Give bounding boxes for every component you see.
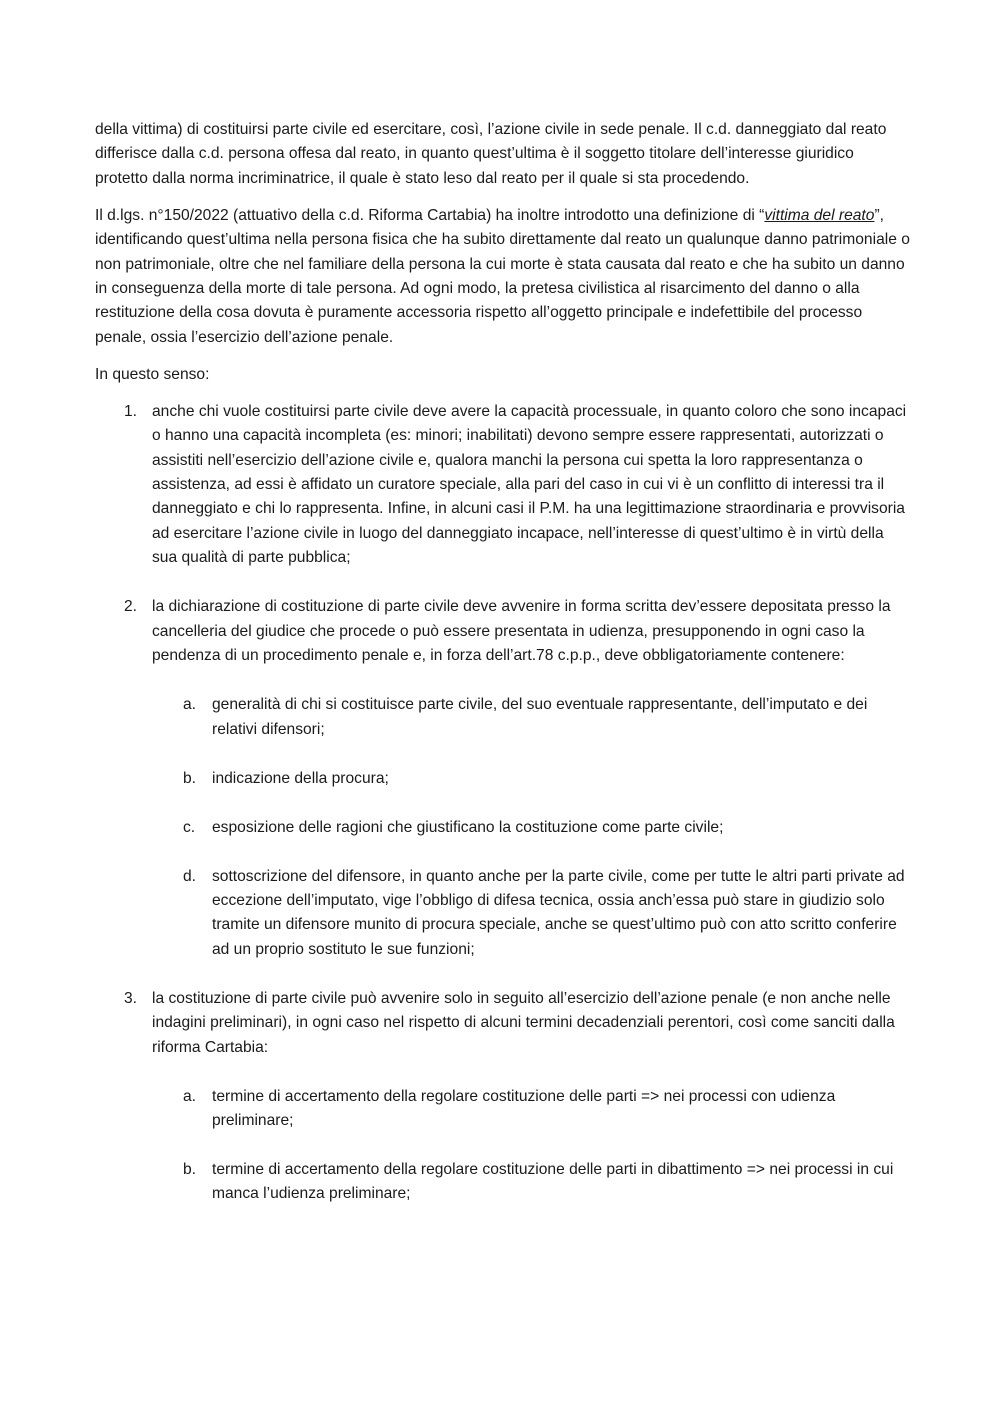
list-item-number: 2. xyxy=(124,598,138,616)
sub-list-item-text: sottoscrizione del difensore, in quanto anche per la parte civile, come per tutte le altri parti private ad eccezione dell’imputato, vige l’obbligo di difesa tecnica, ossia anch’essa può stare in giudizio solo tramite un difensore munito di procura speciale, anche se quest’ultimo può con atto scritto conferire ad un proprio sostituto le sue funzioni; xyxy=(212,867,905,958)
list-item-3 xyxy=(95,987,910,1207)
sub-list-item-letter: b. xyxy=(183,1160,197,1178)
list-item-text: la costituzione di parte civile può avvenire solo in seguito all’esercizio dell’azione penale (e non anche nelle indagini preliminari), in ogni caso nel rispetto di alcuni termini decadenziali perentori, così come sanciti dalla riforma Cartabia: xyxy=(152,989,895,1056)
sub-list xyxy=(152,693,910,962)
sub-list-item-b xyxy=(152,767,910,791)
list-item-number: 1. xyxy=(124,402,138,420)
sub-list-item-text: termine di accertamento della regolare costituzione delle parti => nei processi con udienza preliminare; xyxy=(212,1087,836,1129)
sub-list-item-text: generalità di chi si costituisce parte civile, del suo eventuale rappresentante, dell’imputato e dei relativi difensori; xyxy=(212,696,868,738)
sub-list-item-letter: a. xyxy=(183,1087,197,1105)
paragraph-2 xyxy=(95,204,910,350)
list-item-number: 3. xyxy=(124,989,138,1007)
document-page xyxy=(95,118,910,1207)
sub-list-item-a xyxy=(152,693,910,742)
list-item-text: anche chi vuole costituirsi parte civile deve avere la capacità processuale, in quanto coloro che sono incapaci o hanno una capacità incompleta (es: minori; inabilitati) devono sempre essere rappresentati, autorizzati o assistiti nell’esercizio dell’azione civile e, qualora manchi la persona cui spetta la loro rappresentanza o assistenza, ad essi è affidato un curatore speciale, alla pari del caso in cui vi è un conflitto di interessi tra il danneggiato e chi lo rappresenta. Infine, in alcuni casi il P.M. ha una legittimazione straordinaria e provvisoria ad esercitare l’azione civile in luogo del danneggiato incapace, nell’interesse di quest’ultimo è in virtù della sua qualità di parte pubblica; xyxy=(152,402,907,567)
paragraph-1: della vittima) di costituirsi parte civile ed esercitare, così, l’azione civile in sede penale. Il c.d. danneggiato dal reato differisce dalla c.d. persona offesa dal reato, in quanto quest’ultima è il soggetto titolare dell’interesse giuridico protetto dalla norma incriminatrice, il quale è stato leso dal reato per il quale si sta procedendo. xyxy=(95,121,887,187)
sub-list-item-text: esposizione delle ragioni che giustificano la costituzione come parte civile; xyxy=(212,818,724,836)
paragraph-2-before: Il d.lgs. n°150/2022 (attuativo della c.d. Riforma Cartabia) ha inoltre introdotto una definizione di “ xyxy=(95,206,765,224)
list-item-1 xyxy=(95,400,910,571)
sub-list-item-c xyxy=(152,816,910,840)
numbered-list xyxy=(95,400,910,1207)
sub-list-item-d xyxy=(152,865,910,963)
list-item-text: la dichiarazione di costituzione di parte civile deve avvenire in forma scritta dev’essere depositata presso la cancelleria del giudice che procede o può essere presentata in udienza, presupponendo in ogni caso la pendenza di un procedimento penale e, in forza dell’art.78 c.p.p., deve obbligatoriamente contenere: xyxy=(152,598,891,665)
list-item-2 xyxy=(95,595,910,962)
sub-list-item-letter: b. xyxy=(183,769,197,787)
sub-list-item-letter: c. xyxy=(183,818,196,836)
list-intro: In questo senso: xyxy=(95,365,210,383)
paragraph-2-after: ”, identificando quest’ultima nella persona fisica che ha subito direttamente dal reato un qualunque danno patrimoniale o non patrimoniale, oltre che nel familiare della persona la cui morte è stata causata dal reato e che ha subito un danno in conseguenza della morte di tale persona. Ad ogni modo, la pretesa civilistica al risarcimento del danno o alla restituzione della cosa dovuta è puramente accessoria rispetto all’oggetto principale e indefettibile del processo penale, ossia l’esercizio dell’azione penale. xyxy=(95,206,910,346)
sub-list-item-letter: d. xyxy=(183,867,197,885)
sub-list-item-text: indicazione della procura; xyxy=(212,769,389,787)
sub-list-item-a xyxy=(152,1085,910,1134)
sub-list xyxy=(152,1085,910,1207)
sub-list-item-text: termine di accertamento della regolare costituzione delle parti in dibattimento => nei processi in cui manca l’udienza preliminare; xyxy=(212,1160,894,1203)
vittima-del-reato-term: vittima del reato xyxy=(764,206,875,224)
sub-list-item-letter: a. xyxy=(183,696,197,714)
sub-list-item-b xyxy=(152,1158,910,1207)
